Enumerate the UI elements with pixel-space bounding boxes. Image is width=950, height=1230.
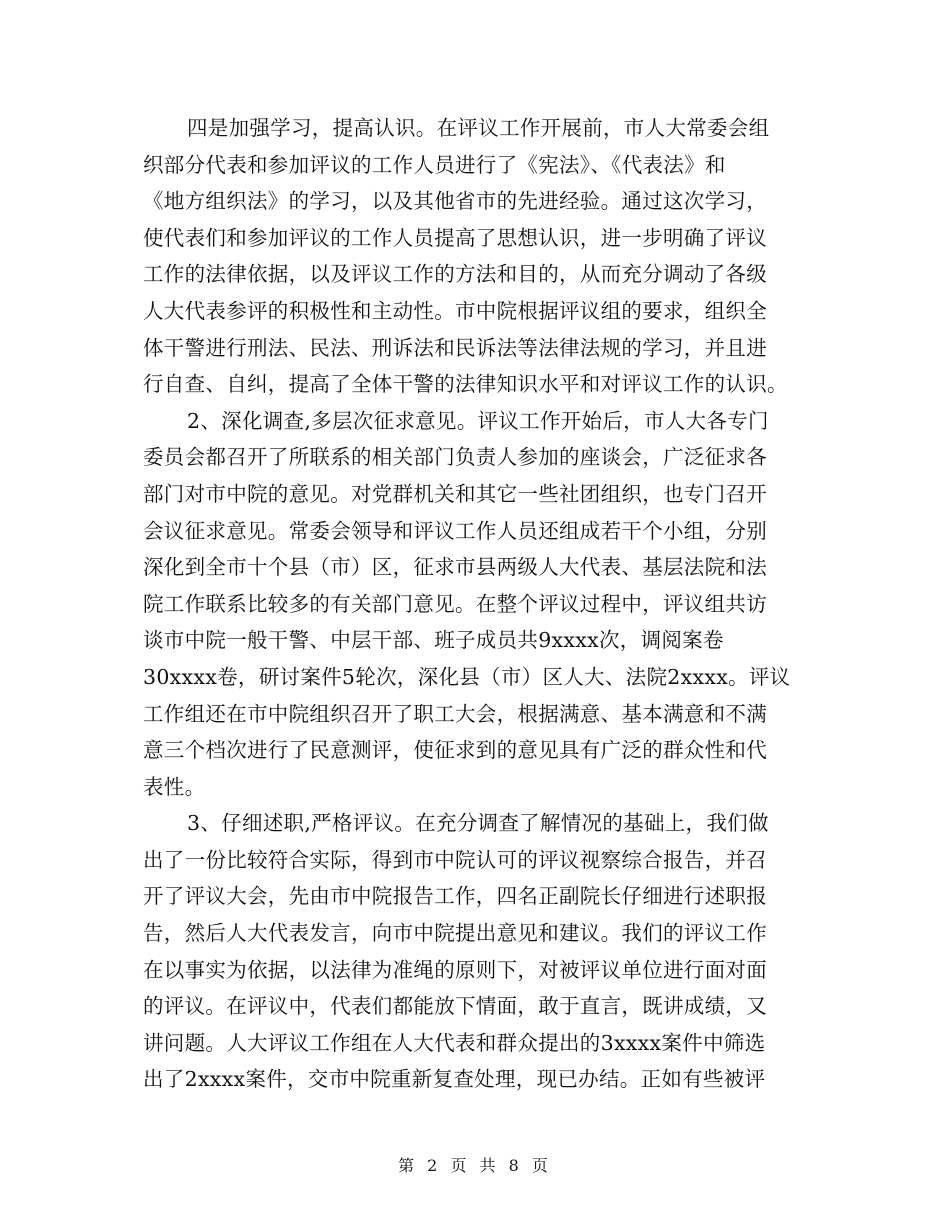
- text-line: 开了评议大会，先由市中院报告工作，四名正副院长仔细进行述职报: [143, 884, 767, 909]
- text-line: 院工作联系比较多的有关部门意见。在整个评议过程中，评议组共访: [143, 591, 767, 616]
- text-line: 委员会都召开了所联系的相关部门负责人参加的座谈会，广泛征求各: [143, 445, 767, 470]
- text-line: 2、深化调查,多层次征求意见。评议工作开始后，市人大各专门: [187, 408, 769, 433]
- text-line: 讲问题。人大评议工作组在人大代表和群众提出的3xxxx案件中筛选: [143, 1030, 766, 1055]
- text-line: 工作的法律依据，以及评议工作的方法和目的，从而充分调动了各级: [143, 262, 767, 287]
- text-line: 深化到全市十个县（市）区，征求市县两级人大代表、基层法院和法: [143, 555, 767, 580]
- text-line: 在以事实为依据，以法律为准绳的原则下，对被评议单位进行面对面: [143, 957, 767, 982]
- text-line: 3、仔细述职,严格评议。在充分调查了解情况的基础上，我们做: [187, 811, 769, 836]
- text-line: 会议征求意见。常委会领导和评议工作人员还组成若干个小组，分别: [143, 518, 767, 543]
- text-line: 人大代表参评的积极性和主动性。市中院根据评议组的要求，组织全: [143, 298, 767, 323]
- text-line: 使代表们和参加评议的工作人员提高了思想认识，进一步明确了评议: [143, 225, 767, 250]
- text-line: 表性。: [143, 774, 206, 799]
- text-line: 意三个档次进行了民意测评，使征求到的意见具有广泛的群众性和代: [143, 738, 767, 763]
- text-line: 体干警进行刑法、民法、刑诉法和民诉法等法律法规的学习，并且进: [143, 335, 767, 360]
- text-line: 出了2xxxx案件，交市中院重新复查处理，现已办结。正如有些被评: [143, 1067, 766, 1092]
- text-line: 出了一份比较符合实际，得到市中院认可的评议视察综合报告，并召: [143, 847, 767, 872]
- text-line: 告，然后人大代表发言，向市中院提出意见和建议。我们的评议工作: [143, 921, 767, 946]
- body-text: [143, 110, 808, 1098]
- text-line: 工作组还在市中院组织召开了职工大会，根据满意、基本满意和不满: [143, 701, 767, 726]
- text-line: 谈市中院一般干警、中层干部、班子成员共9xxxx次，调阅案卷: [143, 628, 724, 653]
- text-line: 部门对市中院的意见。对党群机关和其它一些社团组织，也专门召开: [143, 481, 767, 506]
- text-line: 织部分代表和参加评议的工作人员进行了《宪法》、《代表法》和: [143, 152, 726, 177]
- text-line: 四是加强学习，提高认识。在评议工作开展前，市人大常委会组: [187, 116, 770, 140]
- text-line: 《地方组织法》的学习，以及其他省市的先进经验。通过这次学习，: [143, 189, 767, 214]
- text-line: 行自查、自纠，提高了全体干警的法律知识水平和对评议工作的认识。: [143, 372, 788, 397]
- text-line: 30xxxx卷，研讨案件5轮次，深化县（市）区人大、法院2xxxx。评议: [143, 664, 791, 689]
- page-footer: 第 2 页 共 8 页: [398, 1156, 552, 1175]
- text-line: 的评议。在评议中，代表们都能放下情面，敢于直言，既讲成绩，又: [143, 994, 767, 1019]
